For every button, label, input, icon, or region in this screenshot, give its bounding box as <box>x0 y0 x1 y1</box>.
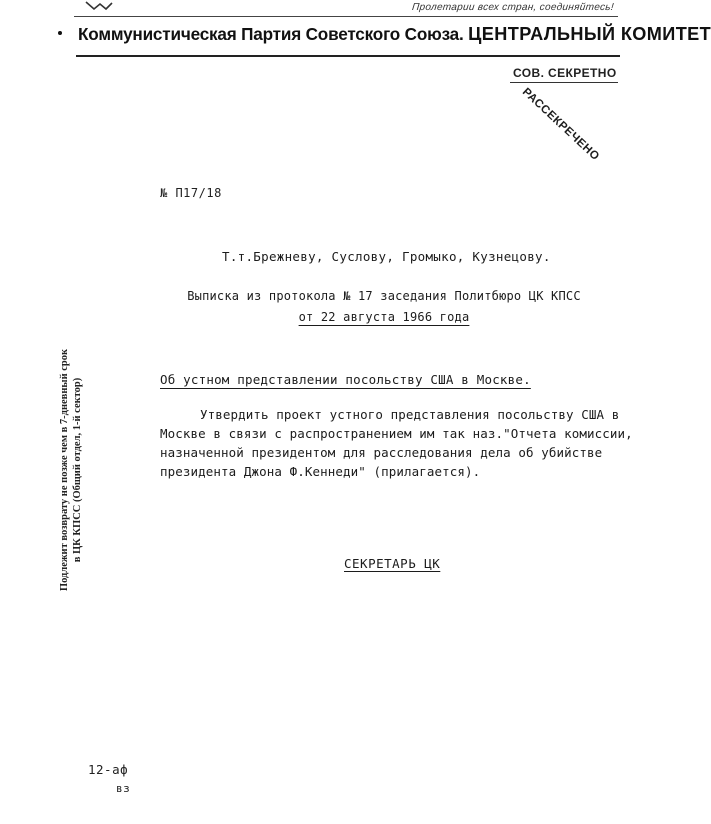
body-line: Москве в связи с распространением им так наз."Отчета комиссии, <box>160 426 633 441</box>
body-line: президента Джона Ф.Кеннеди" (прилагается). <box>160 464 481 479</box>
corner-mark-icon <box>84 0 114 12</box>
extract-line-2: от 22 августа 1966 года <box>298 310 470 324</box>
letterhead-divider <box>76 55 620 57</box>
body-line: назначенной президентом для расследования дела об убийстве <box>160 445 603 460</box>
letterhead-party: Коммунистическая Партия Советского Союза. <box>78 24 464 44</box>
document-number: № П17/18 <box>160 186 222 200</box>
document-subject: Об устном представлении посольству США в Москве. <box>160 372 531 387</box>
secrecy-divider <box>510 82 618 83</box>
letterhead-committee: ЦЕНТРАЛЬНЫЙ КОМИТЕТ <box>468 23 711 44</box>
letterhead <box>78 23 711 45</box>
declassified-stamp: РАССЕКРЕЧЕНО <box>519 86 602 164</box>
protocol-extract <box>176 286 592 328</box>
bullet-mark-icon <box>58 31 62 35</box>
signature-block: СЕКРЕТАРЬ ЦК <box>344 556 441 571</box>
margin-note-line-2: в ЦК КПСС (Общий отдел, 1-й сектор) <box>72 377 83 563</box>
secrecy-label: СОВ. СЕКРЕТНО <box>513 66 617 80</box>
addressees: Т.т.Брежневу, Суслову, Громыко, Кузнецову. <box>222 249 551 264</box>
archive-subcode: вз <box>116 782 131 795</box>
return-instruction-note <box>58 330 110 610</box>
resolution-body <box>160 405 634 481</box>
archive-code: 12-аф <box>88 762 129 777</box>
body-line: Утвердить проект устного представления посольству США в <box>200 407 620 422</box>
extract-line-1: Выписка из протокола № 17 заседания Политбюро ЦК КПСС <box>187 289 581 303</box>
margin-note-line-1: Подлежит возврату не позже чем в 7-дневный срок <box>59 348 70 592</box>
slogan-divider <box>74 16 618 17</box>
party-slogan: Пролетарии всех стран, соединяйтесь! <box>411 2 615 13</box>
